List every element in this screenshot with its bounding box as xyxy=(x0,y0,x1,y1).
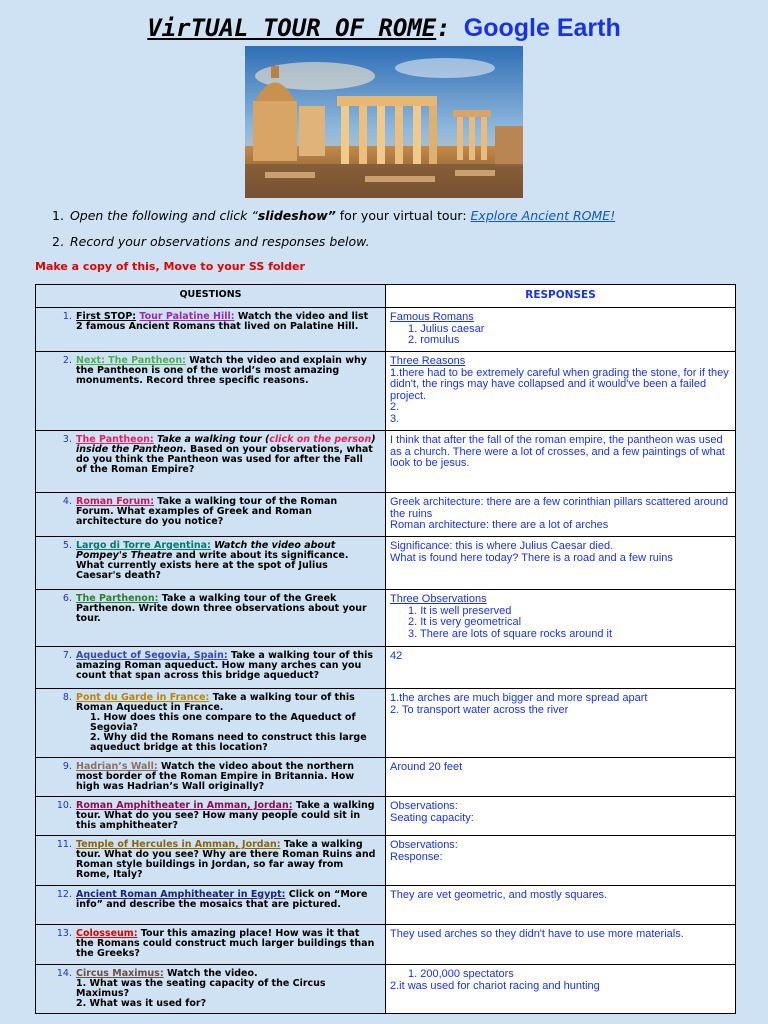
response-line: Seating capacity: xyxy=(390,811,474,824)
response-cell[interactable] xyxy=(386,886,736,925)
response-item: 3. There are lots of square rocks around it xyxy=(408,627,613,640)
question-cell xyxy=(36,352,386,431)
title-main: VirTUAL TOUR OF ROME xyxy=(147,14,437,42)
question-number: 14. xyxy=(56,968,72,979)
title-colon: : xyxy=(436,14,451,42)
question-number: 3. xyxy=(62,434,72,445)
response-cell[interactable] xyxy=(386,431,736,493)
response-cell[interactable] xyxy=(386,836,736,886)
response-line: Greek architecture: there are a few corinthian pillars scattered around the ruins xyxy=(390,496,729,520)
question-number: 5. xyxy=(62,540,72,551)
question-text: Watch the video. xyxy=(163,968,258,979)
question-text: Take a walking tour of this amazing Roman aqueduct. How many arches can you count that span across this bridge aqueduct? xyxy=(76,650,374,681)
temple-hercules-link[interactable]: Temple of Hercules in Amman, Jordan: xyxy=(76,839,281,850)
instruction-2-number: 2. xyxy=(52,234,64,249)
roman-forum-photo xyxy=(245,46,523,198)
question-italic-text: Take a walking tour ( xyxy=(153,434,270,445)
pont-du-garde-link[interactable]: Pont du Garde in France: xyxy=(76,692,210,703)
question-text: Take a walking tour. What do you see? How many people could sit in this amphitheater? xyxy=(76,800,375,831)
question-text: Take a walking tour of this Roman Aqueduct in France. xyxy=(76,692,355,713)
table-row xyxy=(36,689,736,758)
question-number: 4. xyxy=(62,496,72,507)
question-italic-text: ) inside the Pantheon. xyxy=(76,434,376,455)
response-item: 2. It is very geometrical xyxy=(408,616,522,628)
table-row xyxy=(36,797,736,836)
pantheon-video-link[interactable]: Next: The Pantheon: xyxy=(76,355,186,366)
instruction-2 xyxy=(52,234,370,249)
copy-note: Make a copy of this, Move to your SS folder xyxy=(35,260,305,273)
question-cell xyxy=(36,537,386,590)
response-line: 1. 200,000 spectators xyxy=(408,968,514,980)
response-cell[interactable] xyxy=(386,308,736,352)
response-item: 1. It is well preserved xyxy=(408,604,512,617)
circus-maximus-link[interactable]: Circus Maximus: xyxy=(76,968,164,979)
sub-question: 1. What was the seating capacity of the Circus Maximus? xyxy=(76,978,326,999)
response-cell[interactable] xyxy=(386,647,736,689)
question-text: and write about its significance. What currently exists here at the spot of Julius Caesar's death? xyxy=(76,550,349,581)
instruction-1 xyxy=(52,208,615,223)
table-row xyxy=(36,965,736,1014)
first-stop-link[interactable]: First STOP: xyxy=(76,311,137,322)
forum-illustration xyxy=(245,46,523,198)
response-cell[interactable] xyxy=(386,352,736,431)
question-number: 6. xyxy=(62,593,72,604)
table-row xyxy=(36,925,736,965)
response-text: 42 xyxy=(390,650,403,662)
question-cell xyxy=(36,431,386,493)
question-cell xyxy=(36,797,386,836)
question-text: Take a walking tour. What do you see? Why are there Roman Ruins and Roman style buildings in Jordan, so far away from Rome, Italy? xyxy=(76,839,376,880)
largo-argentina-link[interactable]: Largo di Torre Argentina: xyxy=(76,540,211,551)
question-cell xyxy=(36,758,386,797)
response-line: Significance: this is where Julius Caesar died. xyxy=(390,540,614,552)
questions-header: QUESTIONS xyxy=(36,285,386,308)
response-text: They used arches so they didn't have to use more materials. xyxy=(390,928,684,940)
explore-ancient-rome-link[interactable]: Explore Ancient ROME! xyxy=(470,208,616,223)
question-cell xyxy=(36,647,386,689)
response-label: Three Observations xyxy=(390,593,487,605)
response-line: 3. xyxy=(390,412,400,425)
instruction-1-number: 1. xyxy=(52,208,64,223)
question-cell xyxy=(36,590,386,647)
response-line: Observations: xyxy=(390,839,458,851)
question-cell xyxy=(36,886,386,925)
response-line: 2.it was used for chariot racing and hunting xyxy=(390,979,600,992)
table-row xyxy=(36,431,736,493)
question-text: Take a walking tour of the Greek Parthenon. Write down three observations about your tour. xyxy=(76,593,367,624)
response-cell[interactable] xyxy=(386,925,736,965)
question-cell xyxy=(36,836,386,886)
question-number: 11. xyxy=(56,839,72,850)
title-google-earth: Google Earth xyxy=(463,14,621,42)
question-number: 13. xyxy=(56,928,72,939)
response-line: 1.the arches are much bigger and more spread apart xyxy=(390,692,648,704)
parthenon-link[interactable]: The Parthenon: xyxy=(76,593,159,604)
response-item: 2. romulus xyxy=(408,334,460,346)
egypt-amphitheater-link[interactable]: Ancient Roman Amphitheater in Egypt: xyxy=(76,889,286,900)
question-text: Based on your observations, what do you think the Pantheon was used for after the Fall of the Roman Empire? xyxy=(76,444,373,475)
response-cell[interactable] xyxy=(386,689,736,758)
roman-forum-link[interactable]: Roman Forum: xyxy=(76,496,154,507)
table-row xyxy=(36,758,736,797)
response-cell[interactable] xyxy=(386,758,736,797)
sub-question: 1. How does this one compare to the Aqueduct of Segovia? xyxy=(90,712,356,733)
instruction-2-text: Record your observations and responses below. xyxy=(69,234,370,249)
table-row xyxy=(36,308,736,352)
pantheon-tour-link[interactable]: The Pantheon: xyxy=(76,434,154,445)
response-label: Famous Romans xyxy=(390,311,474,323)
response-cell[interactable] xyxy=(386,590,736,647)
table-row xyxy=(36,836,736,886)
question-number: 12. xyxy=(56,889,72,900)
instruction-1-text-b: for your virtual tour: xyxy=(335,208,471,223)
question-text: Watch the video and explain why the Pantheon is one of the world’s most amazing monuments. Record three specific reasons. xyxy=(76,355,367,386)
response-text: They are vet geometric, and mostly squares. xyxy=(390,889,608,901)
response-line: Roman architecture: there are a lot of arches xyxy=(390,519,609,531)
response-line: Response: xyxy=(390,850,443,863)
question-text: Watch the video about the northern most border of the Roman Empire in Britannia. How high was Hadrian’s Wall originally? xyxy=(76,761,355,792)
response-line: 1.there had to be extremely careful when grading the stone, for if they didn't, the rings may have collapsed and it would've been a failed project. xyxy=(390,366,729,402)
response-text: I think that after the fall of the roman empire, the pantheon was used as a church. There were a lot of crosses, and a few paintings of what look to be jesus. xyxy=(390,434,725,469)
palatine-hill-link[interactable]: Tour Palatine Hill: xyxy=(139,311,235,322)
document-title xyxy=(0,14,768,43)
response-cell[interactable] xyxy=(386,493,736,537)
table-row xyxy=(36,352,736,431)
response-cell[interactable] xyxy=(386,537,736,590)
question-cell xyxy=(36,925,386,965)
response-line: What is found here today? There is a road and a few ruins xyxy=(390,551,673,564)
click-person-hint: click on the person xyxy=(269,434,372,445)
table-row xyxy=(36,886,736,925)
response-cell[interactable] xyxy=(386,797,736,836)
instruction-1-text-a: Open the following and click “ xyxy=(69,208,258,223)
question-italic-text: Watch the video about Pompey's Theatre xyxy=(76,540,336,561)
questions-table xyxy=(35,284,736,1014)
question-number: 9. xyxy=(62,761,72,772)
table-header-row xyxy=(36,285,736,308)
response-line: 2. xyxy=(390,401,400,413)
question-cell xyxy=(36,308,386,352)
response-label: Three Reasons xyxy=(390,355,466,367)
question-text: Watch the video and list 2 famous Ancient Romans that lived on Palatine Hill. xyxy=(76,311,369,332)
response-line: 2. To transport water across the river xyxy=(390,703,569,716)
hadrians-wall-link[interactable]: Hadrian’s Wall: xyxy=(76,761,158,772)
question-number: 2. xyxy=(62,355,72,366)
response-line: Observations: xyxy=(390,800,458,812)
table-row xyxy=(36,590,736,647)
instruction-1-bold: slideshow” xyxy=(257,208,336,223)
question-number: 1. xyxy=(62,311,72,322)
response-cell[interactable] xyxy=(386,965,736,1014)
amman-amphitheater-link[interactable]: Roman Amphitheater in Amman, Jordan: xyxy=(76,800,293,811)
question-number: 7. xyxy=(62,650,72,661)
question-cell xyxy=(36,493,386,537)
response-item: 1. Julius caesar xyxy=(408,322,485,335)
question-text: Take a walking tour of the Roman Forum. What examples of Greek and Roman architecture do you notice? xyxy=(76,496,338,527)
question-cell xyxy=(36,965,386,1014)
sub-question: 2. What was it used for? xyxy=(76,998,207,1009)
table-row xyxy=(36,647,736,689)
question-text: Tour this amazing place! How was it that the Romans could construct much larger buildings than the Greeks? xyxy=(76,928,375,959)
sub-question: 2. Why did the Romans need to construct this large aqueduct bridge at this location? xyxy=(90,732,367,753)
question-cell xyxy=(36,689,386,758)
table-row xyxy=(36,493,736,537)
question-number: 10. xyxy=(56,800,72,811)
table-row xyxy=(36,537,736,590)
aqueduct-segovia-link[interactable]: Aqueduct of Segovia, Spain: xyxy=(76,650,228,661)
question-number: 8. xyxy=(62,692,72,703)
responses-header: RESPONSES xyxy=(386,285,736,308)
response-text: Around 20 feet xyxy=(390,761,463,773)
colosseum-link[interactable]: Colosseum: xyxy=(76,928,138,939)
question-text: Click on “More info” and describe the mosaics that are pictured. xyxy=(76,889,368,910)
